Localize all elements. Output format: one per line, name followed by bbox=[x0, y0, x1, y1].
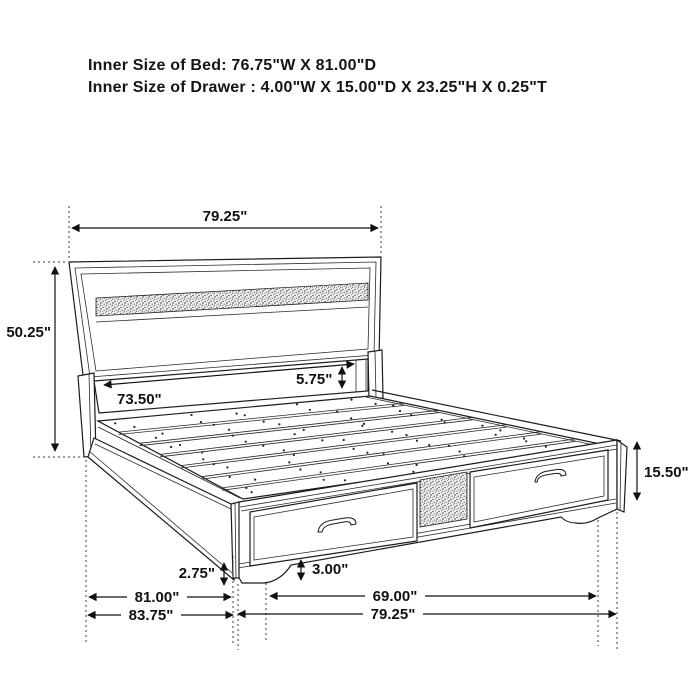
dim-drawer-front-span-label: 69.00" bbox=[372, 588, 418, 605]
footboard-glitter-panel bbox=[420, 472, 467, 527]
dim-headboard-height-label: 50.25" bbox=[6, 324, 51, 341]
inner-size-of-bed-text: Inner Size of Bed: 76.75"W X 81.00"D bbox=[88, 57, 377, 74]
inner-size-of-drawer-text: Inner Size of Drawer : 4.00"W X 15.00"D X 23.25"H X 0.25"T bbox=[88, 79, 548, 96]
dim-outer-width-label: 79.25" bbox=[370, 606, 416, 623]
dim-drawer-front-span bbox=[270, 587, 596, 605]
dim-rail-height-label: 5.75" bbox=[296, 371, 333, 388]
dim-outer-length bbox=[88, 606, 233, 624]
footboard-right-end-cap bbox=[617, 440, 627, 512]
dim-headboard-width bbox=[69, 206, 381, 258]
dim-inner-length-label: 81.00" bbox=[134, 589, 180, 606]
dim-inner-length bbox=[89, 588, 231, 606]
footboard-left-corner-post bbox=[231, 502, 239, 578]
dim-headboard-inner-width-label: 73.50" bbox=[117, 391, 162, 408]
dim-footboard-height-label: 15.50" bbox=[644, 464, 689, 481]
dim-side-rail-clearance-label: 2.75" bbox=[178, 565, 215, 582]
dim-outer-width bbox=[238, 605, 616, 623]
dim-foot-clearance bbox=[301, 560, 348, 580]
dim-footboard-height bbox=[637, 442, 689, 500]
dim-headboard-width-label: 79.25" bbox=[202, 208, 248, 225]
dim-outer-length-label: 83.75" bbox=[128, 607, 174, 624]
dim-foot-clearance-label: 3.00" bbox=[312, 561, 349, 578]
